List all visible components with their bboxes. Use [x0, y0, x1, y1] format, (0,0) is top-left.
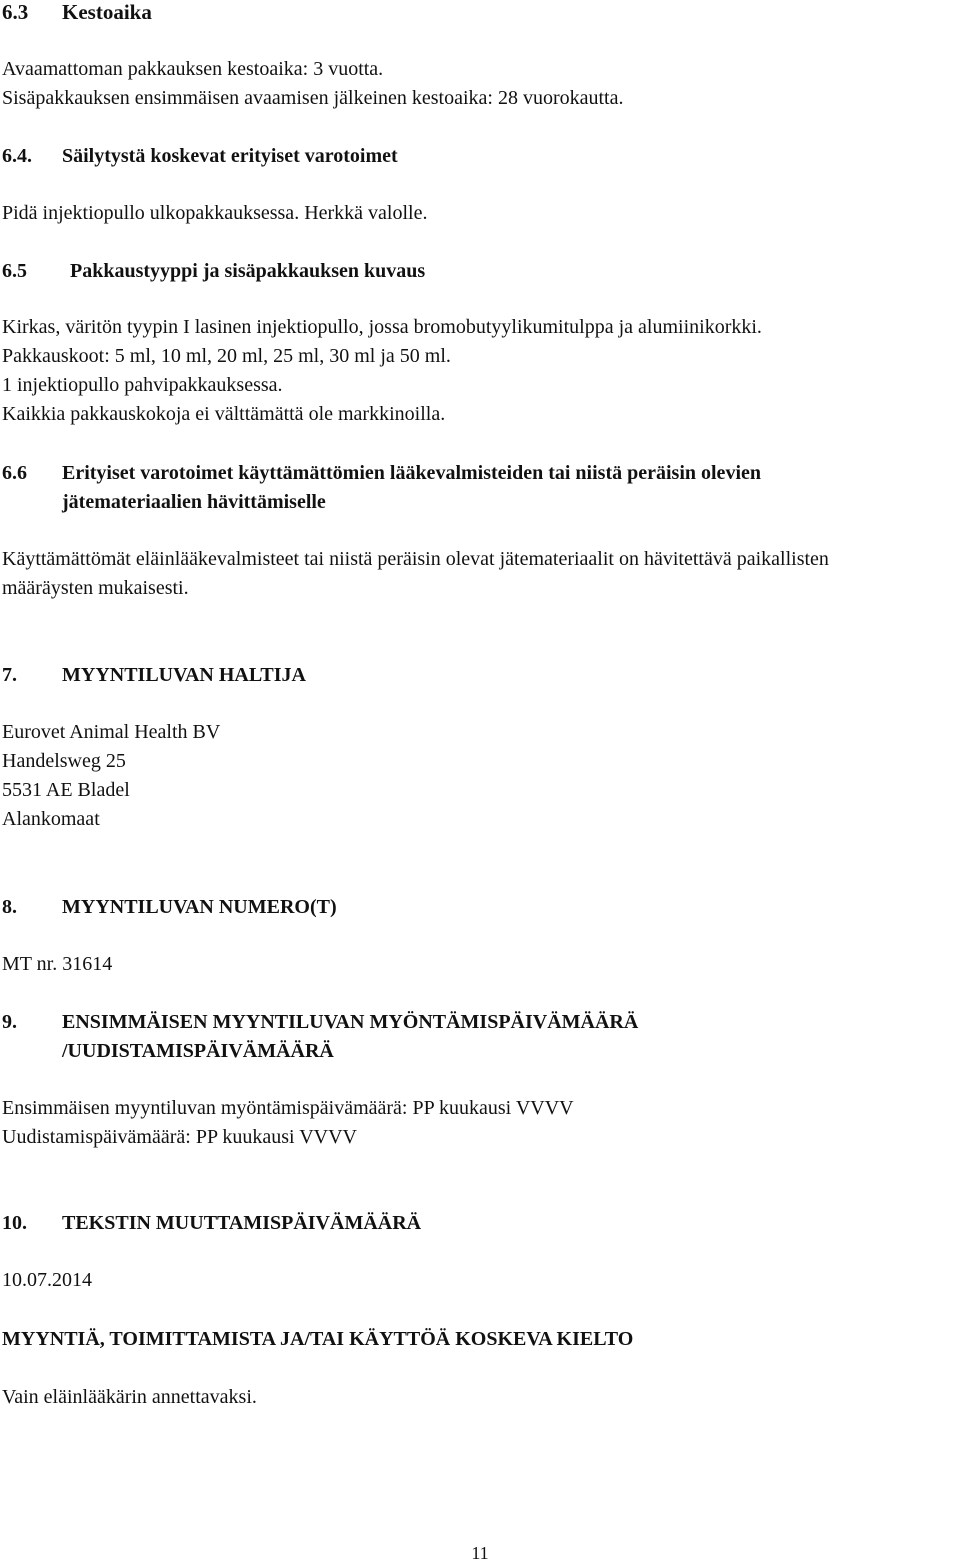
section-title: MYYNTILUVAN HALTIJA	[62, 664, 306, 686]
paragraph-line: Vain eläinlääkärin annettavaksi.	[2, 1386, 257, 1408]
paragraph-line: Ensimmäisen myyntiluvan myöntämispäivämäärä: PP kuukausi VVVV	[2, 1097, 574, 1119]
section-9-heading	[2, 1008, 638, 1036]
paragraph-line: Käyttämättömät eläinlääkevalmisteet tai niistä peräisin olevat jätemateriaalit on hävitettävä paikallisten	[2, 548, 829, 570]
address-line: 5531 AE Bladel	[2, 779, 130, 801]
section-title-continued: jätemateriaalien hävittämiselle	[62, 491, 326, 513]
section-number: 10.	[2, 1212, 27, 1234]
section-number: 7.	[2, 664, 17, 686]
paragraph-line: Sisäpakkauksen ensimmäisen avaamisen jälkeinen kestoaika: 28 vuorokautta.	[2, 87, 624, 109]
paragraph-line: Uudistamispäivämäärä: PP kuukausi VVVV	[2, 1126, 357, 1148]
paragraph-line: Pakkauskoot: 5 ml, 10 ml, 20 ml, 25 ml, 30 ml ja 50 ml.	[2, 345, 451, 367]
section-title-continued: /UUDISTAMISPÄIVÄMÄÄRÄ	[62, 1040, 334, 1062]
section-title: Säilytystä koskevat erityiset varotoimet	[62, 145, 398, 167]
address-line: Eurovet Animal Health BV	[2, 721, 221, 743]
paragraph-line: 10.07.2014	[2, 1269, 92, 1291]
section-number: 6.5	[2, 260, 27, 282]
section-number: 6.6	[2, 462, 27, 484]
paragraph-line: Kaikkia pakkauskokoja ei välttämättä ole markkinoilla.	[2, 403, 446, 425]
section-6-5-heading	[2, 257, 425, 285]
section-title: TEKSTIN MUUTTAMISPÄIVÄMÄÄRÄ	[62, 1212, 422, 1234]
section-10-heading	[2, 1209, 421, 1237]
section-6-6-heading	[2, 459, 761, 487]
section-number: 6.3	[2, 0, 29, 24]
section-number: 9.	[2, 1011, 17, 1033]
paragraph-line: 1 injektiopullo pahvipakkauksessa.	[2, 374, 283, 396]
section-number: 6.4.	[2, 145, 32, 167]
restriction-heading: MYYNTIÄ, TOIMITTAMISTA JA/TAI KÄYTTÖÄ KOSKEVA KIELTO	[2, 1328, 634, 1350]
section-number: 8.	[2, 896, 17, 918]
section-title: MYYNTILUVAN NUMERO(T)	[62, 896, 337, 918]
section-title: Pakkaustyyppi ja sisäpakkauksen kuvaus	[70, 260, 426, 282]
section-6-4-heading	[2, 142, 398, 170]
paragraph-line: MT nr. 31614	[2, 953, 113, 975]
section-title: Kestoaika	[62, 0, 152, 24]
address-line: Alankomaat	[2, 808, 100, 830]
address-line: Handelsweg 25	[2, 750, 126, 772]
section-8-heading	[2, 893, 337, 921]
section-6-3-heading	[2, 0, 152, 26]
paragraph-line: Pidä injektiopullo ulkopakkauksessa. Herkkä valolle.	[2, 202, 428, 224]
paragraph-line: määräysten mukaisesti.	[2, 577, 189, 599]
section-title: ENSIMMÄISEN MYYNTILUVAN MYÖNTÄMISPÄIVÄMÄÄRÄ	[62, 1011, 639, 1033]
section-7-heading	[2, 661, 306, 689]
page-number: 11	[471, 1543, 489, 1563]
section-title: Erityiset varotoimet käyttämättömien lääkevalmisteiden tai niistä peräisin olevien	[62, 462, 761, 484]
paragraph-line: Kirkas, väritön tyypin I lasinen injektiopullo, jossa bromobutyylikumitulppa ja alumiinikorkki.	[2, 316, 762, 338]
paragraph-line: Avaamattoman pakkauksen kestoaika: 3 vuotta.	[2, 58, 384, 80]
